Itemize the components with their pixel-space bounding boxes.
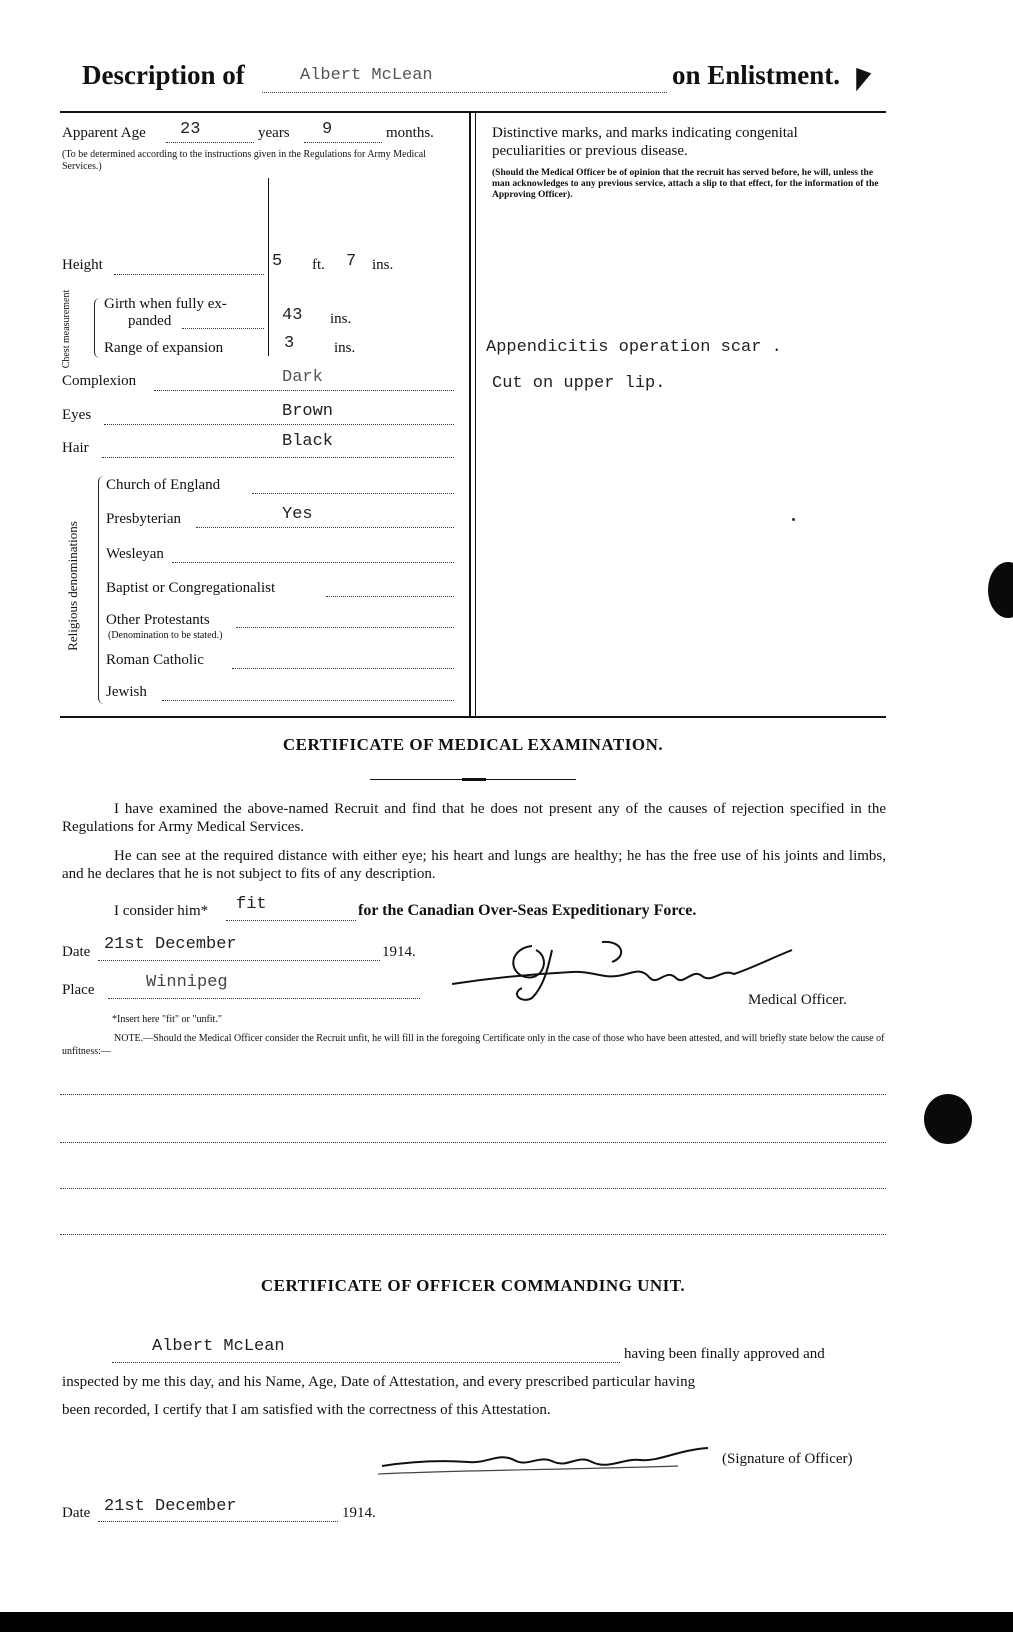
religion-wesleyan: Wesleyan — [106, 546, 164, 562]
months-label: months. — [386, 125, 434, 141]
eyes-line — [104, 424, 454, 425]
commanding-line-2: inspected by me this day, and his Name, Age, Date of Attestation, and every prescribed particular having — [62, 1374, 696, 1390]
complexion-label: Complexion — [62, 373, 137, 389]
commanding-date-line — [98, 1521, 338, 1522]
header-name-line — [262, 92, 667, 93]
commanding-title: CERTIFICATE OF OFFICER COMMANDING UNIT. — [260, 1276, 686, 1295]
girth-ins-label: ins. — [330, 311, 352, 327]
wesleyan-line — [172, 562, 454, 563]
church-line — [252, 493, 454, 494]
consider-label: I consider him* — [114, 903, 209, 919]
medical-title: CERTIFICATE OF MEDICAL EXAMINATION. — [282, 735, 664, 754]
religion-label: Religious denominations — [65, 521, 80, 651]
eyes-value: Brown — [282, 402, 334, 421]
religion-other-protestants: Other Protestants — [106, 612, 210, 628]
medical-para-1: I have examined the above-named Recruit and find that he does not present any of the causes of rejection specified in the Regulations for Army Medical Services. — [62, 801, 886, 835]
religion-roman-catholic: Roman Catholic — [106, 652, 204, 668]
marks-note: (Should the Medical Officer be of opinion that the recruit has served before, he will, unless the man acknowledges to any previous service, attach a slip to that effect, for the information of the Approving Officer). — [492, 168, 879, 200]
date-year: 1914. — [382, 944, 416, 960]
consider-value: fit — [236, 895, 267, 914]
hair-line — [102, 457, 454, 458]
unfit-line-4 — [60, 1234, 886, 1235]
place-value: Winnipeg — [146, 973, 228, 992]
ft-label: ft. — [312, 257, 325, 273]
date-line — [98, 960, 380, 961]
height-line — [114, 274, 264, 275]
religion-baptist: Baptist or Congregationalist — [106, 580, 276, 596]
age-years-line — [166, 142, 254, 143]
height-ft-value: 5 — [272, 252, 283, 271]
presbyterian-line — [196, 527, 454, 528]
commanding-officer-signature — [378, 1440, 718, 1480]
mark-1: Appendicitis operation scar . — [486, 338, 782, 357]
corner-mark-icon — [849, 68, 872, 94]
column-divider — [469, 113, 471, 717]
commanding-line-1-end: having been finally approved and — [624, 1346, 825, 1362]
insert-note: *Insert here "fit" or "unfit." — [112, 1014, 222, 1025]
medical-title-rule-accent — [462, 778, 486, 781]
scan-edge — [0, 1612, 1013, 1632]
header-title-right: on Enlistment. — [672, 60, 841, 90]
hair-value: Black — [282, 432, 334, 451]
top-rule — [60, 111, 886, 113]
girth-label-1: Girth when fully ex- — [104, 296, 227, 312]
height-in-value: 7 — [346, 252, 357, 271]
commanding-line-3: been recorded, I certify that I am satisfied with the correctness of this Attestation. — [62, 1402, 551, 1418]
mark-2: Cut on upper lip. — [492, 374, 666, 393]
religion-other-note: (Denomination to be stated.) — [108, 630, 223, 641]
signature-of-officer-label: (Signature of Officer) — [722, 1451, 853, 1467]
years-label: years — [258, 125, 290, 141]
marks-heading-1: Distinctive marks, and marks indicating congenital — [492, 125, 798, 141]
age-years-value: 23 — [180, 120, 201, 139]
note-lead: NOTE. — [114, 1033, 144, 1044]
age-months-line — [304, 142, 382, 143]
commanding-date-label: Date — [62, 1505, 91, 1521]
age-label: Apparent Age — [62, 125, 146, 141]
unfit-note — [62, 1032, 886, 1058]
range-value: 3 — [284, 334, 295, 353]
note-text: —Should the Medical Officer consider the Recruit unfit, he will fill in the foregoing Certificate only in the case of those who have been attested, and will briefly state below the cause of unfitness:— — [62, 1033, 885, 1057]
age-months-value: 9 — [322, 120, 333, 139]
height-label: Height — [62, 257, 103, 273]
girth-line — [182, 328, 264, 329]
place-line — [108, 998, 420, 999]
complexion-value: Dark — [282, 368, 323, 387]
unfit-line-3 — [60, 1188, 886, 1189]
unfit-line-1 — [60, 1094, 886, 1095]
age-note: (To be determined according to the instructions given in the Regulations for Army Medical Services.) — [62, 149, 426, 172]
baptist-line — [326, 596, 454, 597]
commanding-date-year: 1914. — [342, 1505, 376, 1521]
complexion-line — [154, 390, 454, 391]
place-label: Place — [62, 982, 95, 998]
header-name: Albert McLean — [300, 66, 433, 85]
range-ins-label: ins. — [334, 340, 356, 356]
date-label: Date — [62, 944, 91, 960]
force-label: for the Canadian Over-Seas Expeditionary Force. — [358, 902, 697, 919]
section-rule — [60, 716, 886, 718]
other-line — [236, 627, 454, 628]
girth-label-2: panded — [128, 313, 172, 329]
commanding-name-value: Albert McLean — [152, 1337, 285, 1356]
presbyterian-value: Yes — [282, 505, 313, 524]
jewish-line — [162, 700, 454, 701]
range-label: Range of expansion — [104, 340, 224, 356]
girth-value: 43 — [282, 306, 303, 325]
header-title-left: Description of — [82, 60, 245, 90]
religion-church-of-england: Church of England — [106, 477, 221, 493]
hair-label: Hair — [62, 440, 89, 456]
consider-line — [226, 920, 356, 921]
medical-para-2: He can see at the required distance with either eye; his heart and lungs are healthy; he has the free use of his joints and limbs, and he declares that he is not subject to fits of any description. — [62, 848, 886, 882]
religion-presbyterian: Presbyterian — [106, 511, 181, 527]
punch-hole-icon-top — [988, 562, 1013, 618]
eyes-label: Eyes — [62, 407, 92, 423]
marks-heading-2: peculiarities or previous disease. — [492, 143, 688, 159]
height-ins-label: ins. — [372, 257, 394, 273]
chest-brace — [94, 298, 103, 358]
chest-measurement-label: Chest measurement — [61, 289, 72, 369]
punch-hole-icon — [924, 1094, 972, 1144]
commanding-date-value: 21st December — [104, 1497, 237, 1516]
unfit-line-2 — [60, 1142, 886, 1143]
measurement-divider — [268, 178, 269, 356]
medical-officer-label: Medical Officer. — [748, 992, 847, 1008]
date-value: 21st December — [104, 935, 237, 954]
commanding-name-line — [112, 1362, 620, 1363]
religion-jewish: Jewish — [106, 684, 147, 700]
column-divider-thin — [475, 113, 476, 717]
catholic-line — [232, 668, 454, 669]
stray-mark-icon — [792, 518, 795, 521]
